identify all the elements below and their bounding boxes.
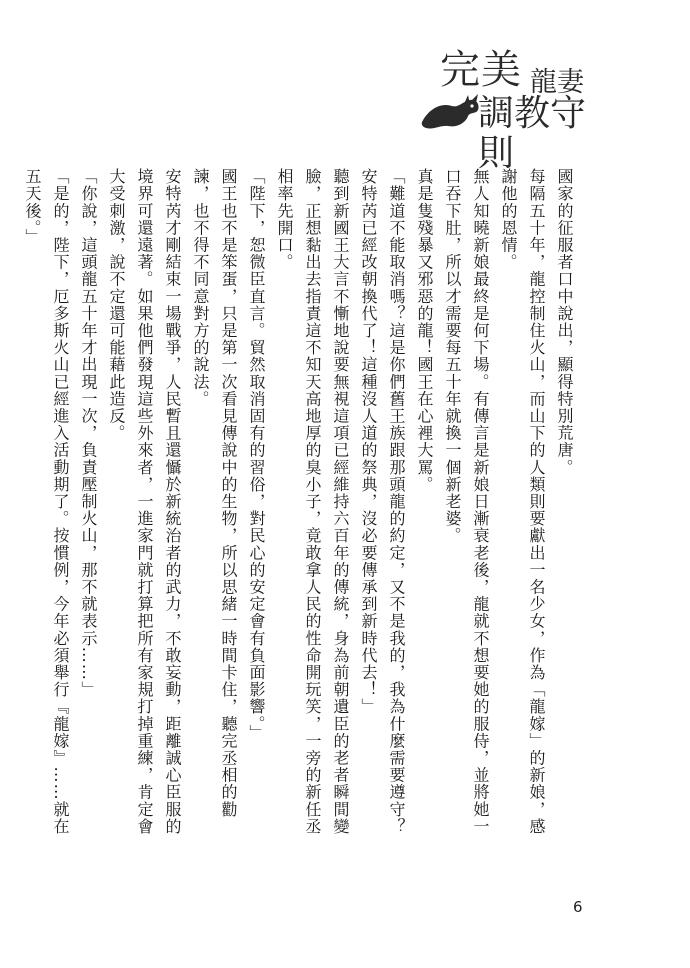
- paragraph: 無人知曉新娘最終是何下場。有傳言是新娘日漸衰老後，龍就不想要她的服侍，並將她一口吞下肚，所以才需要每五十年就換一個新老婆。: [443, 168, 490, 835]
- paragraph: 「是的，陛下，厄多斯火山已經進入活動期了。按慣例，今年必須舉行『龍嫁』……就在五天後。」: [23, 168, 70, 835]
- paragraph: 「陛下，恕微臣直言。貿然取消固有的習俗，對民心的安定會有負面影響。」: [247, 168, 266, 742]
- dragon-icon: [418, 92, 484, 132]
- book-title-logo: [418, 47, 603, 174]
- paragraph: 聽到新國王大言不慚地說要無視這項已經維持六百年的傳統，身為前朝遺臣的老者瞬間變臉，正想黏出去指責這不知天高地厚的臭小子，竟敢拿人民的性命開玩笑，一旁的新任丞相率先開口。: [275, 168, 350, 835]
- vertical-body-text: [23, 168, 578, 848]
- paragraph: 國家的征服者口中說出，顯得特別荒唐。: [555, 168, 574, 476]
- paragraph: 「你說，這頭龍五十年才出現一次，負責壓制火山，那不就表示……」: [79, 168, 98, 699]
- title-main: 完美: [440, 47, 522, 93]
- paragraph: 真是隻殘暴又邪惡的龍！國王在心裡大罵。: [415, 168, 434, 493]
- title-line-2: 調教守則: [478, 93, 587, 174]
- paragraph: 國王也不是笨蛋，只是第一次看見傳說中的生物，所以思緒一時間卡住，聽完丞相的勸諫，也不得不同意對方的說法。: [191, 168, 238, 818]
- title-subtitle: 龍妻: [530, 67, 584, 98]
- paragraph: 安特芮才剛結束一場戰爭，人民暫且還懾於新統治者的武力，不敢妄動，距離誠心臣服的境界可還遠著。如果他們發現這些外來者，一進家門就打算把所有家規打掉重練，肯定會大受刺激，說不定還可能藉此造反。: [107, 168, 182, 835]
- page-number: 6: [573, 898, 583, 916]
- paragraph: 每隔五十年，龍控制住火山，而山下的人類則要獻出一名少女，作為「龍嫁」的新娘，感謝他的恩情。: [499, 168, 546, 835]
- paragraph: 「難道不能取消嗎？這是你們舊王族跟那頭龍的約定，又不是我的，我為什麼需要遵守？安特芮已經改朝換代了！這種沒人道的祭典，沒必要傳承到新時代去！」: [359, 168, 406, 835]
